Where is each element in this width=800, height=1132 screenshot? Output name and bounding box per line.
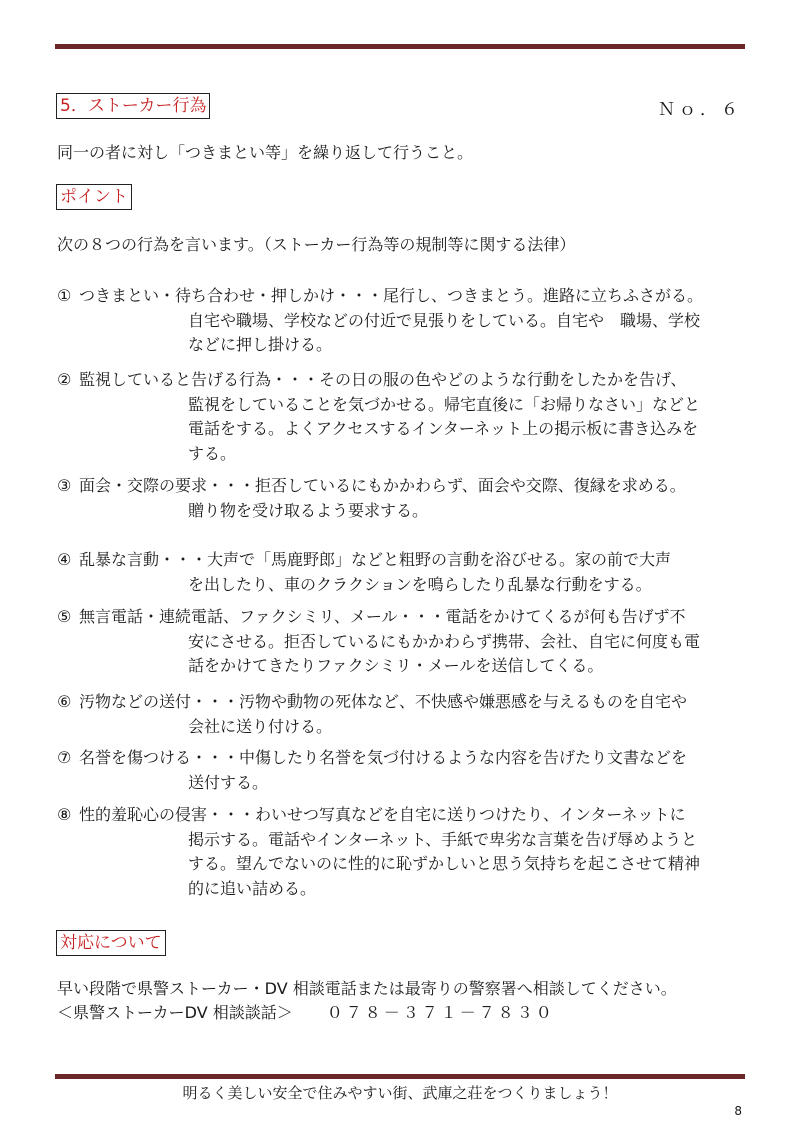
section-definition: 同一の者に対し「つきまとい等」を繰り返して行うこと。 <box>57 143 474 162</box>
item-number: ③ <box>57 476 72 495</box>
response-heading: 対応について <box>56 930 166 956</box>
item-line: 自宅や職場、学校などの付近で見張りをしている。自宅や 職場、学校 <box>188 310 701 330</box>
list-item <box>57 690 747 739</box>
item-line: 無言電話・連続電話、ファクシミリ、メール・・・電話をかけてくるが何も告げず不 <box>79 607 686 626</box>
item-number: ⑦ <box>57 748 72 767</box>
item-number: ⑥ <box>57 692 72 711</box>
item-line: 安にさせる。拒否しているにもかかわらず携帯、会社、自宅に何度も電 <box>188 631 701 651</box>
item-line: する。望んでないのに性的に恥ずかしいと思う気持ちを起こさせて精神 <box>188 854 701 873</box>
item-line: 性的羞恥心の侵害・・・わいせつ写真などを自宅に送りつけたり、インターネットに <box>79 805 686 824</box>
list-item <box>57 548 747 597</box>
response-text: 早い段階で県警ストーカー・DV 相談電話または最寄りの警察署へ相談してください。 <box>57 979 677 998</box>
item-number: ① <box>57 286 72 305</box>
item-line: 会社に送り付ける。 <box>188 716 333 736</box>
item-line: 監視をしていることを気づかせる。帰宅直後に「お帰りなさい」などと <box>188 394 701 414</box>
item-line: 贈り物を受け取るよう要求する。 <box>188 500 429 520</box>
list-item <box>57 368 747 466</box>
item-line: 名誉を傷つける・・・中傷したり名誉を気づ付けるような内容を告げたり文書などを <box>79 748 688 767</box>
item-number: ⑧ <box>57 805 72 824</box>
item-line: 電話をする。よくアクセスするインターネット上の掲示板に書き込みを <box>188 419 699 438</box>
item-line: つきまとい・待ち合わせ・押しかけ・・・尾行し、つきまとう。進路に立ちふさがる。 <box>79 286 704 305</box>
footer-slogan: 明るく美しい安全で住みやすい街、武庫之荘をつくりましょう！ <box>182 1084 618 1102</box>
page-number: 8 <box>734 1104 742 1118</box>
list-item <box>57 746 747 795</box>
section-title: 5．ストーカー行為 <box>56 93 210 119</box>
item-line: 話をかけてきたりファクシミリ・メールを送信してくる。 <box>188 656 604 675</box>
list-item <box>57 284 747 358</box>
list-item <box>57 605 747 679</box>
list-item <box>57 474 747 523</box>
header-rule <box>55 44 745 49</box>
item-line: などに押し掛ける。 <box>188 335 333 354</box>
item-number: ② <box>57 370 72 389</box>
item-line: する。 <box>188 443 237 463</box>
item-line: 的に追い詰める。 <box>188 878 317 898</box>
item-number: ⑤ <box>57 607 72 626</box>
list-item <box>57 803 747 901</box>
item-line: 送付する。 <box>188 772 269 792</box>
item-line: を出したり、車のクラクションを鳴らしたり乱暴な行動をする。 <box>188 574 652 594</box>
item-line: 面会・交際の要求・・・拒否しているにもかかわらず、面会や交際、復縁を求める。 <box>79 476 686 495</box>
item-line: 汚物などの送付・・・汚物や動物の死体など、不快感や嫌悪感を与えるものを自宅や <box>79 692 688 711</box>
item-line: 乱暴な言動・・・大声で「馬鹿野郎」などと粗野の言動を浴びせる。家の前で大声 <box>79 550 672 569</box>
footer-rule <box>55 1074 745 1079</box>
phone-number: ０７８－３７１－７８３０ <box>326 1003 555 1022</box>
point-heading: ポイント <box>56 184 132 210</box>
section-number: Ｎｏ．６ <box>658 100 742 120</box>
item-line: 掲示する。電話やインターネット、手紙で卑劣な言葉を告げ辱めようと <box>188 829 698 849</box>
contact-line <box>57 1000 555 1023</box>
point-intro: 次の８つの行為を言います。（ストーカー行為等の規制等に関する法律） <box>57 235 576 254</box>
contact-label: ＜県警ストーカーDV 相談談話＞ <box>57 1003 293 1022</box>
item-number: ④ <box>57 550 72 569</box>
item-line: 監視していると告げる行為・・・その日の服の色やどのような行動をしたかを告げ、 <box>79 370 687 389</box>
